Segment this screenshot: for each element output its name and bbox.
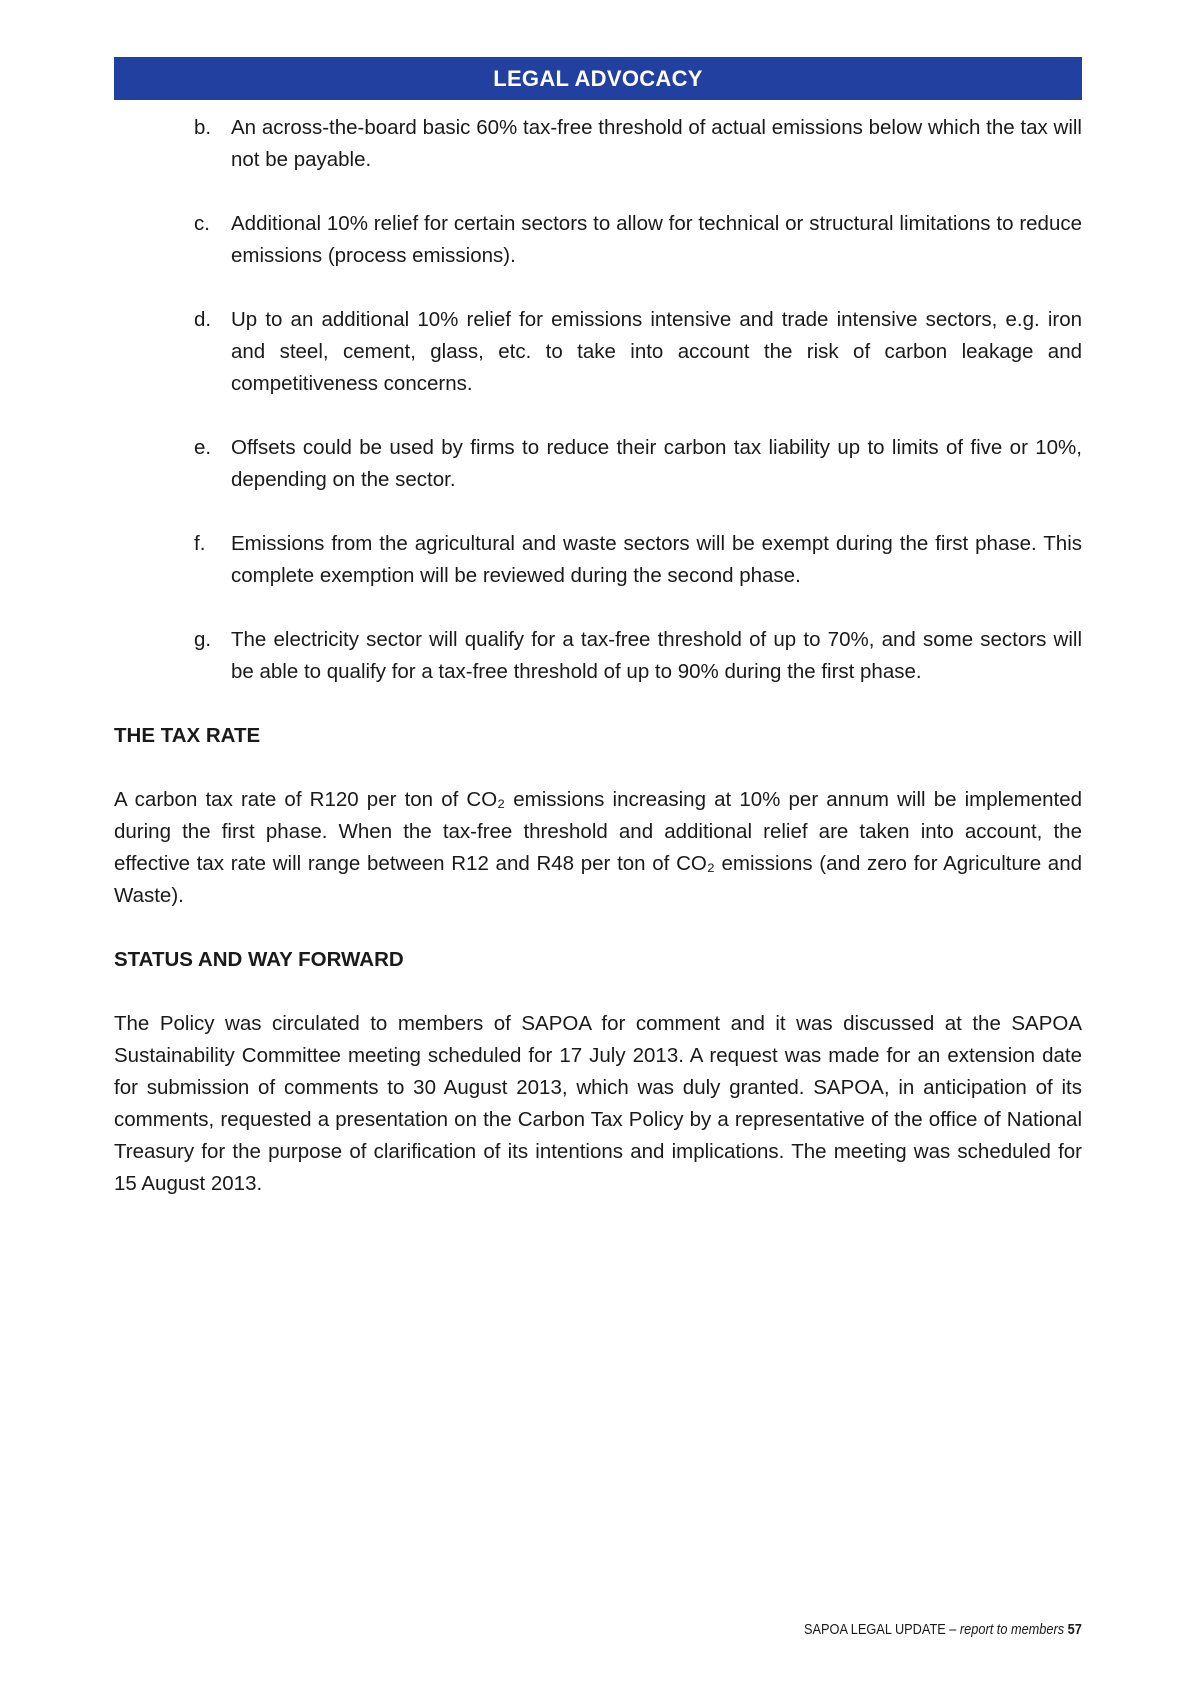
list-item-text: Emissions from the agricultural and waste sectors will be exempt during the first phase. This complete exemption will be reviewed during the second phase. (231, 532, 1082, 587)
section-header-bar (114, 57, 1082, 100)
list-item-text: An across-the-board basic 60% tax-free threshold of actual emissions below which the tax will not be payable. (231, 116, 1082, 171)
page-content (114, 112, 1082, 1232)
section-title: LEGAL ADVOCACY (493, 66, 703, 91)
footer-publication: SAPOA LEGAL UPDATE – (804, 1621, 957, 1638)
page-footer (804, 1621, 1082, 1638)
tax-rate-paragraph: A carbon tax rate of R120 per ton of CO₂ emissions increasing at 10% per annum will be implemented during the first phase. When the tax-free threshold and additional relief are taken into account, the effective tax rate will range between R12 and R48 per ton of CO₂ emissions (and zero for Agriculture and Waste). (114, 788, 1082, 907)
list-item (114, 208, 1082, 272)
list-item (114, 528, 1082, 592)
list-item-letter: g. (194, 628, 212, 651)
list-item-text: Offsets could be used by firms to reduce their carbon tax liability up to limits of five or 10%, depending on the sector. (231, 436, 1082, 491)
relief-list (114, 112, 1082, 688)
list-item-text: The electricity sector will qualify for a tax-free threshold of up to 70%, and some sectors will be able to qualify for a tax-free threshold of up to 90% during the first phase. (231, 628, 1082, 683)
page-number: 57 (1067, 1621, 1082, 1638)
list-item-letter: c. (194, 212, 210, 235)
tax-rate-heading: THE TAX RATE (114, 724, 261, 747)
list-item (114, 624, 1082, 688)
list-item (114, 432, 1082, 496)
footer-subtitle: report to members (960, 1621, 1065, 1638)
status-heading: STATUS AND WAY FORWARD (114, 948, 404, 971)
list-item-text: Up to an additional 10% relief for emissions intensive and trade intensive sectors, e.g. iron and steel, cement, glass, etc. to take into account the risk of carbon leakage and competitiveness concerns. (231, 308, 1082, 395)
list-item-letter: b. (194, 116, 212, 139)
status-paragraph: The Policy was circulated to members of SAPOA for comment and it was discussed at the SAPOA Sustainability Committee meeting scheduled for 17 July 2013. A request was made for an extension date for submission of comments to 30 August 2013, which was duly granted. SAPOA, in anticipation of its comments, requested a presentation on the Carbon Tax Policy by a representative of the office of National Treasury for the purpose of clarification of its intentions and implications. The meeting was scheduled for 15 August 2013. (114, 1012, 1082, 1195)
list-item-text: Additional 10% relief for certain sectors to allow for technical or structural limitations to reduce emissions (process emissions). (231, 212, 1082, 267)
list-item (114, 304, 1082, 400)
list-item-letter: e. (194, 436, 212, 459)
list-item (114, 112, 1082, 176)
list-item-letter: f. (194, 532, 206, 555)
list-item-letter: d. (194, 308, 212, 331)
